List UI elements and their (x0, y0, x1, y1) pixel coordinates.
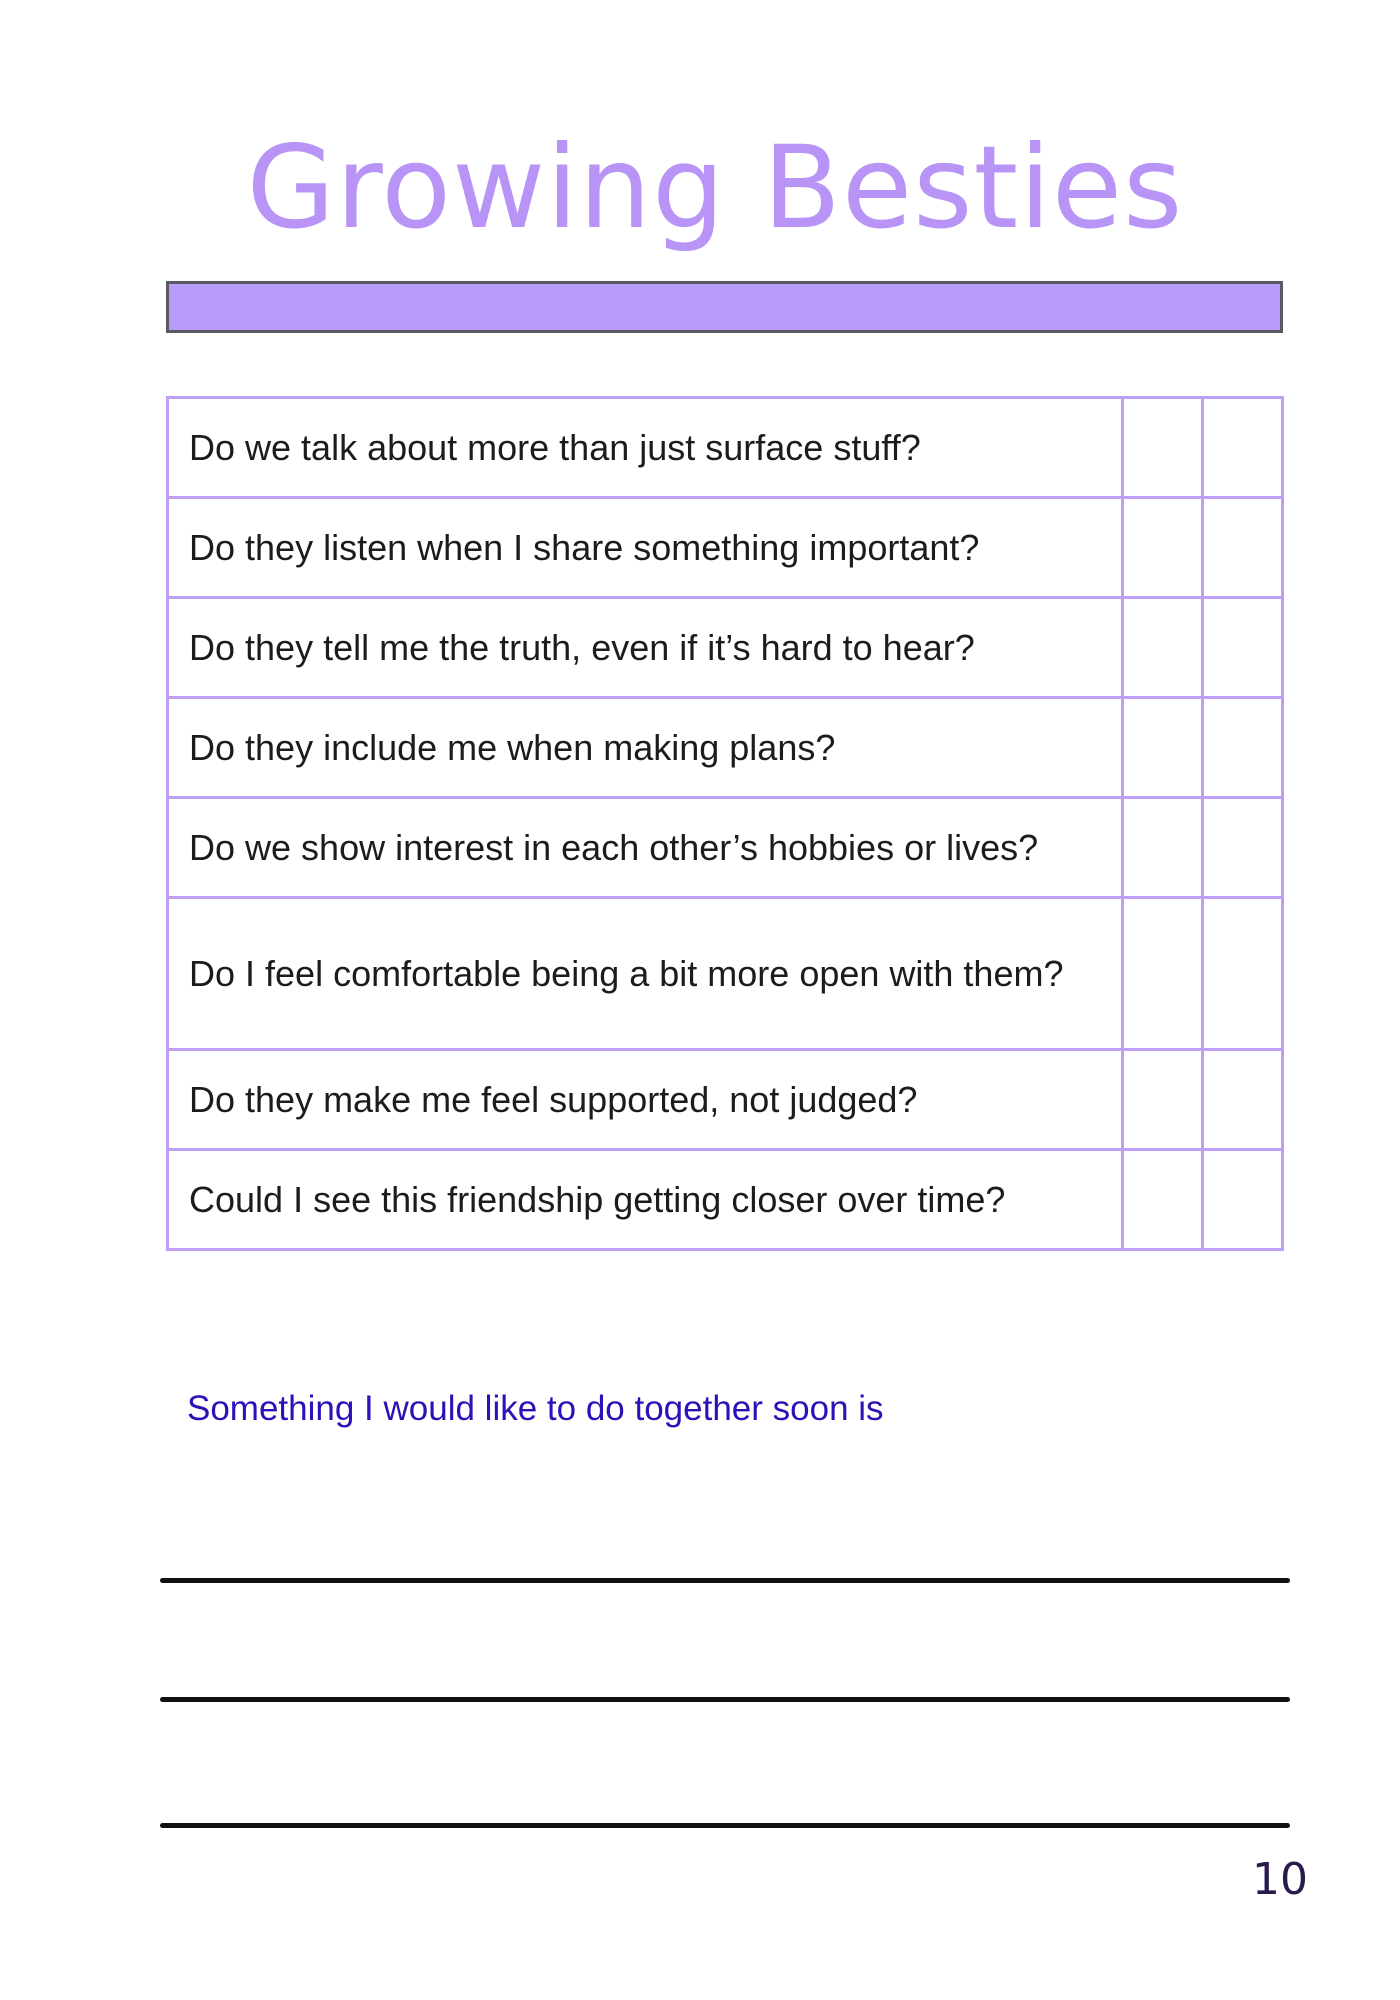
answer-box-second[interactable] (1203, 498, 1283, 598)
page-number: 10 (1252, 1854, 1308, 1905)
answer-box-first[interactable] (1123, 898, 1203, 1050)
answer-box-second[interactable] (1203, 1050, 1283, 1150)
question-text: Do they tell me the truth, even if it’s hard to hear? (168, 598, 1123, 698)
answer-line[interactable] (160, 1823, 1290, 1828)
answer-box-second[interactable] (1203, 398, 1283, 498)
question-text: Do they include me when making plans? (168, 698, 1123, 798)
question-text: Do they listen when I share something important? (168, 498, 1123, 598)
answer-box-first[interactable] (1123, 798, 1203, 898)
page-title: Growing Besties (246, 121, 1184, 254)
answer-box-first[interactable] (1123, 598, 1203, 698)
answer-box-second[interactable] (1203, 798, 1283, 898)
checklist-row (168, 1050, 1283, 1150)
answer-box-second[interactable] (1203, 898, 1283, 1050)
question-text: Do we talk about more than just surface stuff? (168, 398, 1123, 498)
checklist-row (168, 398, 1283, 498)
reflection-prompt: Something I would like to do together soon is (187, 1389, 884, 1428)
checklist-row (168, 598, 1283, 698)
checklist-table (166, 396, 1284, 1251)
checklist-row (168, 798, 1283, 898)
answer-box-second[interactable] (1203, 1150, 1283, 1250)
checklist-row (168, 698, 1283, 798)
answer-box-second[interactable] (1203, 598, 1283, 698)
checklist-row (168, 498, 1283, 598)
answer-box-first[interactable] (1123, 1150, 1203, 1250)
answer-box-second[interactable] (1203, 698, 1283, 798)
answer-line[interactable] (160, 1697, 1290, 1702)
title-band (166, 281, 1283, 333)
answer-line[interactable] (160, 1578, 1290, 1583)
answer-box-first[interactable] (1123, 398, 1203, 498)
answer-box-first[interactable] (1123, 498, 1203, 598)
question-text: Could I see this friendship getting closer over time? (168, 1150, 1123, 1250)
question-text: Do I feel comfortable being a bit more open with them? (168, 898, 1123, 1050)
checklist-row (168, 898, 1283, 1050)
answer-box-first[interactable] (1123, 1050, 1203, 1150)
question-text: Do they make me feel supported, not judged? (168, 1050, 1123, 1150)
question-text: Do we show interest in each other’s hobbies or lives? (168, 798, 1123, 898)
answer-box-first[interactable] (1123, 698, 1203, 798)
checklist-row (168, 1150, 1283, 1250)
